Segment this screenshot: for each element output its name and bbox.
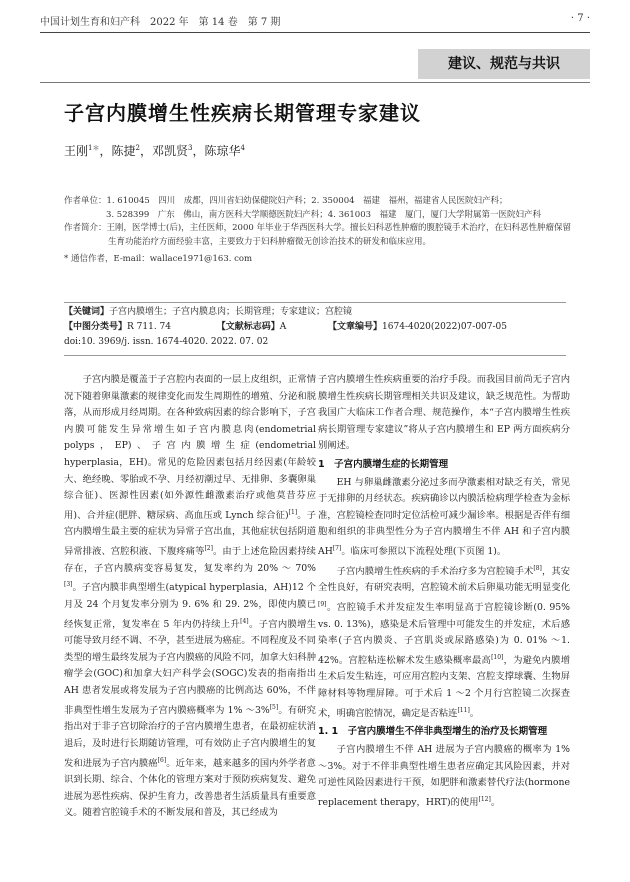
clc-number: R 711. 74: [127, 322, 172, 332]
journal-header: 中国计划生育和妇产科 2022 年 第 14 卷 第 7 期: [40, 17, 281, 28]
citation: [6]: [157, 756, 167, 764]
citation: [1]: [288, 508, 298, 516]
affiliation-line: 作者单位：1. 610045 四川 成都，四川省妇幼保健院妇产科；2. 350004 福建 福州，福建省人民医院妇产科；: [64, 196, 508, 206]
header-rule: [40, 32, 590, 33]
citation: [10]: [491, 653, 504, 661]
article-no-label: 【文章编号】: [328, 322, 383, 332]
page-number: · 7 ·: [570, 13, 590, 24]
affiliation-line: 3. 528399 广东 佛山，南方医科大学顺德医院妇产科；4. 361003 福建 厦门，厦门大学附属第一医院妇产科: [106, 209, 542, 220]
section-banner: 建议、规范与共识: [418, 49, 590, 79]
doi: doi:10. 3969/j. issn. 1674-4020. 2022. 07. 02: [64, 337, 269, 347]
keyword-block: [64, 305, 569, 350]
body-paragraph: 子宫内膜增生不伴 AH 进展为子宫内膜癌的概率为 1% ～3%。对于不伴非典型性增生患者应确定其风险因素，并对可逆性风险因素进行干预，如肥胖和激素替代疗法(hormone replacement therapy，HRT)的使用[12]。: [318, 743, 570, 808]
keywords-label: 【关键词】: [64, 307, 110, 317]
section-heading: 1 子宫内膜增生症的长期管理: [318, 458, 449, 470]
author-affil-mark: 4: [240, 144, 245, 152]
citation: [7]: [332, 544, 342, 552]
author-name: 邓凯贤: [152, 144, 189, 158]
author-bio: 作者简介：王刚，医学博士(后)，主任医师，2000 年毕业于华西医科大学。擅长妇科恶性肿瘤的腹腔镜手术治疗，在妇科恶性肿瘤保留生育功能治疗方面经验丰富，主要致力于妇科肿瘤微无创诊治技术的研发和临床应用。: [64, 223, 571, 247]
author-affil-mark: 1＊: [88, 144, 100, 152]
author-name: 陈捷: [111, 144, 136, 158]
section-rule: [40, 82, 590, 83]
author-list: 王刚$^{1*}$，陈捷$^2$，邓凯贤$^3$，陈琼华$^4$: [64, 144, 245, 158]
citation: [5]: [269, 703, 279, 711]
citation: [11]: [457, 706, 470, 714]
article-number: 1674-4020(2022)07-007-05: [382, 322, 507, 332]
body-paragraph: 子宫内膜增生性疾病的手术治疗多为宫腔镜手术[8]，其安全性良好，有研究表明，宫腔镜术前术后卵巢功能无明显变化[9]。宫腔镜手术并发症发生率明显高于宫腔镜诊断(0. 95% vs. 0. 13%)，感染是术后管理中可能发生的并发症，术后感染率(子宫内膜炎、子宫肌炎或尿路感染)为 0. 01% ～1. 42%。宫腔粘连松解术发生感染概率最高[10]，为避免内膜增生术后发生粘连，可应用宫腔内支架、宫腔支撑球囊、生物屏障材料等物理屏障。可于术后 1 ～2 个月行宫腔镜二次探查术，明确宫腔情况，确定是否粘连[11]。: [318, 564, 570, 719]
author-affil-mark: 2: [135, 144, 140, 152]
author-info: [64, 195, 574, 267]
clc-label: 【中图分类号】: [64, 322, 128, 332]
body-column-left: [64, 372, 316, 822]
corresponding-email: * 通信作者，E-mail：wallace1971@163. com: [64, 254, 253, 264]
citation: [2]: [204, 545, 213, 553]
divider: [64, 302, 566, 303]
doc-code: A: [279, 322, 287, 332]
doc-code-label: 【文献标志码】: [216, 322, 280, 332]
author-affil-mark: 3: [188, 144, 193, 152]
body-paragraph: 子宫内膜增生性疾病重要的治疗手段。而我国目前尚无子宫内膜增生性疾病长期管理相关共识及建议，缺乏规范性。为帮助我国广大临床工作者合理、规范操作，本“子宫内膜增生性疾病长期管理专家建议”将从子宫内膜增生和 EP 两方面疾病分别阐述。: [318, 374, 570, 452]
subsection-heading: 1. 1 子宫内膜增生不伴非典型增生的治疗及长期管理: [318, 726, 548, 738]
body-column-right: [318, 372, 570, 811]
citation: [9]: [318, 600, 327, 608]
citation: [12]: [478, 795, 491, 803]
divider: [64, 355, 566, 356]
body-paragraph: EH 与卵巢雌激素分泌过多而孕激素相对缺乏有关，常见于无排卵的月经状态。疾病确诊以内膜活检病理学检查为金标准，宫腔镜检查同时定位活检可减少漏诊率。根据是否伴有细胞和组织的非典型性分为子宫内膜增生不伴 AH 和子宫内膜 AH[7]。临床可参照以下流程处理(下页图 1)。: [318, 476, 570, 558]
citation: [8]: [533, 564, 542, 572]
keywords: 子宫内膜增生；子宫内膜息肉；长期管理；专家建议；宫腔镜: [109, 307, 353, 317]
body-paragraph: 子宫内膜是覆盖于子宫腔内表面的一层上皮组织，正常情况下随着卵巢激素的规律变化而发生周期性的增殖、分泌和脱落，从而形成月经周期。在各种致病因素的综合影响下，子宫内膜可能发生异常增生如子宫内膜息肉(endometrial polyps，EP)、子宫内膜增生症(endometrial hyperplasia，EH)。常见的危险因素包括月经因素(年龄较大、绝经晚、零胎或不孕、月经初潮过早、无排卵、多囊卵巢综合征)、医源性因素(如外源性雌激素治疗或他莫昔芬应用)、合并症(肥胖、糖尿病、高血压或 Lynch 综合征)[1]。子宫内膜增生最主要的症状为异常子宫出血，其他症状包括阴道异常排液、宫腔积液、下腹疼痛等[2]。由于上述危险因素持续存在，子宫内膜病变容易复发，复发率约为 20% ～ 70%[3]。子宫内膜非典型增生(atypical hyperplasia，AH)12 个月及 24 个月复发率分别为 9. 6% 和 29. 2%，即使内膜已经恢复正常，复发率在 5 年内仍持续上升[4]。子宫内膜增生可能导致月经不调、不孕，甚至进展为癌症。不同程度及不同类型的增生最终发展为子宫内膜癌的风险不同，加拿大妇科肿瘤学会(GOC)和加拿大妇产科学会(SOGC)发表的指南指出 AH 患者发展或将发展为子宫内膜癌的比例高达 60%，不伴非典型性增生发展为子宫内膜癌概率为 1% ～3%[5]。有研究指出对于非子宫切除治疗的子宫内膜增生患者，在最初症状消退后，及时进行长期随访管理，可有效防止子宫内膜增生的复发和进展为子宫内膜癌[6]。近年来，越来越多的国内外学者意识到长期、综合、个体化的管理方案对于预防疾病复发、避免进展为恶性疾病、保护生育力，改善患者生活质量具有重要意义。随着宫腔镜手术的不断发展和普及，其已经成为: [64, 374, 316, 819]
author-name: 陈琼华: [204, 144, 241, 158]
author-name: 王刚: [64, 144, 89, 158]
citation: [3]: [64, 581, 73, 589]
citation: [4]: [240, 617, 249, 625]
article-title: 子宫内膜增生性疾病长期管理专家建议: [64, 101, 421, 125]
